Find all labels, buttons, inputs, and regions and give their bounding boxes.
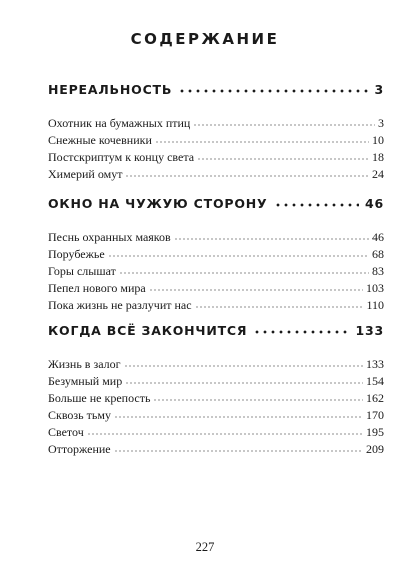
toc-title: СОДЕРЖАНИЕ [130, 30, 280, 48]
entry-title: Больше не крепость [48, 391, 151, 405]
toc-entry [48, 230, 384, 246]
entry-page: 46 [372, 230, 384, 244]
dot-leader [124, 364, 363, 368]
entry-page: 10 [372, 133, 384, 147]
part-page: 46 [365, 196, 384, 211]
toc-entry [48, 167, 384, 183]
part-heading [48, 323, 384, 341]
dot-leader [178, 88, 368, 94]
entry-page: 162 [366, 391, 384, 405]
toc-entry [48, 281, 384, 297]
dot-leader [125, 381, 363, 385]
entry-title: Песнь охранных маяков [48, 230, 171, 244]
toc-entry [48, 298, 384, 314]
entry-page: 154 [366, 374, 384, 388]
part-title: КОГДА ВСЁ ЗАКОНЧИТСЯ [48, 323, 248, 338]
entry-title: Жизнь в залог [48, 357, 121, 371]
entry-title: Сквозь тьму [48, 408, 111, 422]
entry-title: Отторжение [48, 442, 111, 456]
entry-title: Горы слышат [48, 264, 116, 278]
entry-page: 18 [372, 150, 384, 164]
dot-leader [155, 140, 369, 144]
toc-entry [48, 264, 384, 280]
entry-page: 195 [366, 425, 384, 439]
dot-leader [149, 288, 363, 292]
toc-entry [48, 408, 384, 424]
part-heading [48, 82, 384, 100]
toc-entry [48, 374, 384, 390]
entry-page: 170 [366, 408, 384, 422]
entry-title: Пепел нового мира [48, 281, 146, 295]
entry-page: 209 [366, 442, 384, 456]
toc-entry [48, 116, 384, 132]
dot-leader [195, 305, 364, 309]
entry-page: 83 [372, 264, 384, 278]
dot-leader [114, 415, 363, 419]
toc-entry [48, 133, 384, 149]
entry-title: Светоч [48, 425, 84, 439]
toc-entry [48, 425, 384, 441]
entry-page: 24 [372, 167, 384, 181]
dot-leader [108, 254, 369, 258]
dot-leader [197, 157, 369, 161]
part-title: ОКНО НА ЧУЖУЮ СТОРОНУ [48, 196, 268, 211]
entry-page: 110 [366, 298, 384, 312]
dot-leader [253, 329, 349, 335]
toc-entry [48, 150, 384, 166]
toc-entry [48, 247, 384, 263]
entry-title: Химерий омут [48, 167, 123, 181]
dot-leader [274, 202, 360, 208]
entry-title: Пока жизнь не разлучит нас [48, 298, 192, 312]
entry-page: 103 [366, 281, 384, 295]
entry-page: 3 [378, 116, 384, 130]
page-number: 227 [195, 540, 215, 554]
toc-entry [48, 442, 384, 458]
toc-entry [48, 357, 384, 373]
dot-leader [174, 237, 369, 241]
part-page: 133 [355, 323, 384, 338]
dot-leader [87, 432, 363, 436]
part-page: 3 [374, 82, 384, 97]
entry-page: 68 [372, 247, 384, 261]
dot-leader [114, 449, 363, 453]
part-title: НЕРЕАЛЬНОСТЬ [48, 82, 173, 97]
dot-leader [193, 123, 375, 127]
entry-title: Снежные кочевники [48, 133, 152, 147]
dot-leader [153, 398, 363, 402]
dot-leader [119, 271, 369, 275]
entry-title: Охотник на бумажных птиц [48, 116, 191, 130]
part-heading [48, 196, 384, 214]
dot-leader [125, 174, 369, 178]
entry-title: Порубежье [48, 247, 105, 261]
entry-title: Безумный мир [48, 374, 123, 388]
entry-title: Постскриптум к концу света [48, 150, 195, 164]
toc-entry [48, 391, 384, 407]
entry-page: 133 [366, 357, 384, 371]
